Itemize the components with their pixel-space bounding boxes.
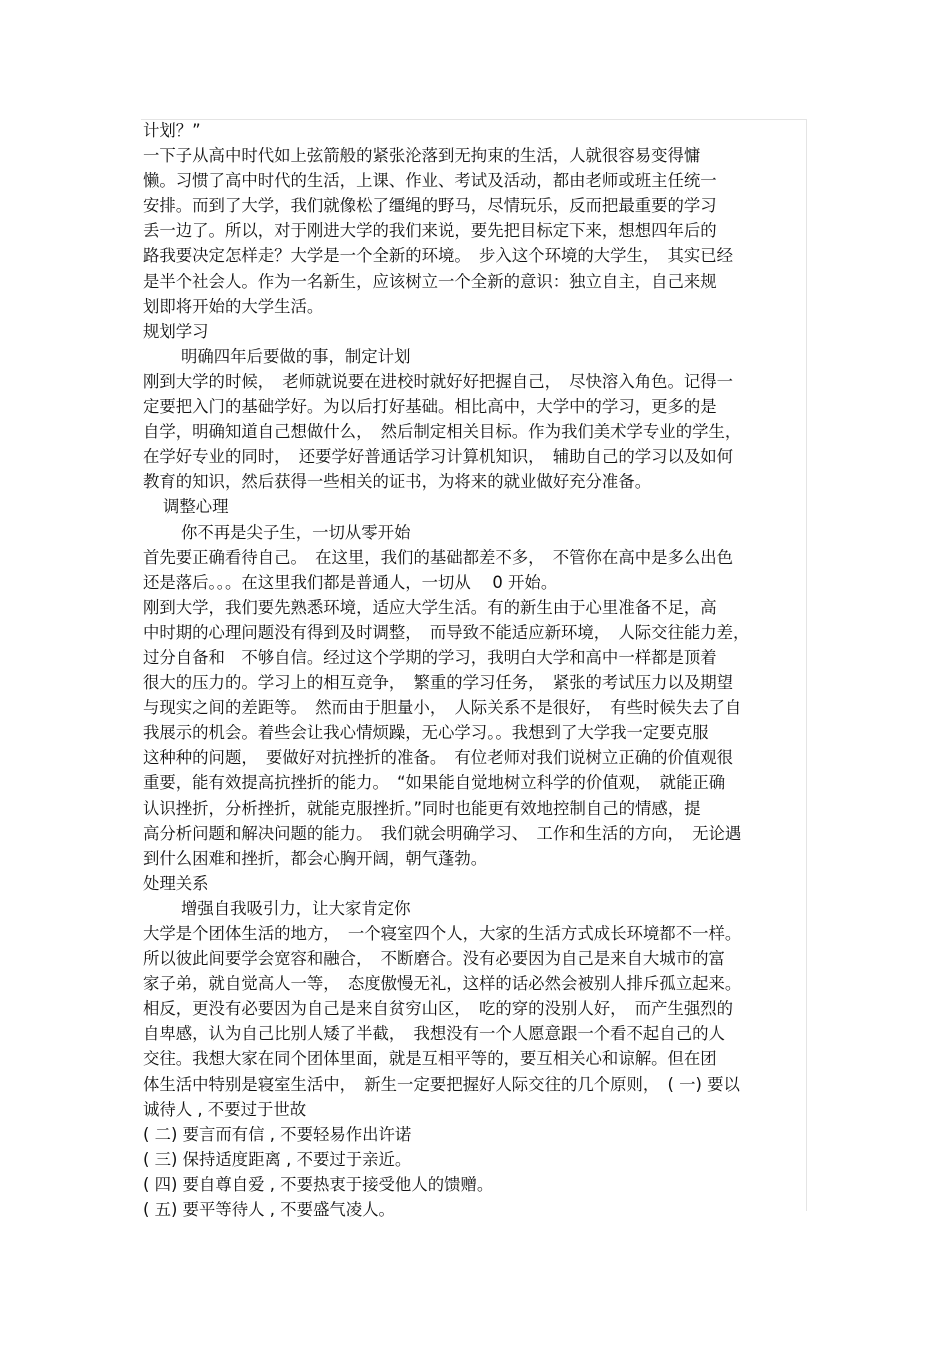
- text-line: 丢一边了。所以，对于刚进大学的我们来说，要先把目标定下来，想想四年后的: [143, 221, 717, 241]
- text-line: 相反，更没有必要因为自己是来自贫穷山区， 吃的穿的没别人好， 而产生强烈的: [143, 999, 734, 1019]
- text-line: 首先要正确看待自己。 在这里，我们的基础都差不多， 不管你在高中是多么出色: [143, 547, 734, 567]
- text-line: 过分自备和 不够自信。经过这个学期的学习，我明白大学和高中一样都是顶着: [143, 647, 717, 667]
- text-line: 交往。我想大家在同个团体里面，就是互相平等的，要互相关心和谅解。但在团: [143, 1049, 717, 1069]
- text-line: 一下子从高中时代如上弦箭般的紧张沦落到无拘束的生活，人就很容易变得慵: [143, 146, 701, 166]
- text-line: 家子弟，就自觉高人一等， 态度傲慢无礼，这样的话必然会被别人排斥孤立起来。: [143, 974, 742, 994]
- text-line: 教育的知识，然后获得一些相关的证书，为将来的就业做好充分准备。: [143, 472, 652, 492]
- text-line: 重要，能有效提高抗挫折的能力。 “如果能自觉地树立科学的价值观， 就能正确: [143, 773, 726, 793]
- text-line: 自卑感，认为自己比别人矮了半截， 我想没有一个人愿意跟一个看不起自己的人: [143, 1024, 725, 1044]
- text-line: 处理关系: [143, 873, 209, 893]
- text-line: 与现实之间的差距等。 然而由于胆量小， 人际关系不是很好， 有些时候失去了自: [143, 698, 742, 718]
- text-line: 自学，明确知道自己想做什么， 然后制定相关目标。作为我们美术学专业的学生，: [143, 422, 742, 442]
- text-line: 刚到大学，我们要先熟悉环境，适应大学生活。有的新生由于心里准备不足，高: [143, 597, 717, 617]
- text-line: 我展示的机会。着些会让我心情烦躁，无心学习。。我想到了大学我一定要克服: [143, 723, 709, 743]
- text-line: ( 三) 保持适度距离 , 不要过于亲近。: [143, 1149, 412, 1169]
- text-line: 体生活中特别是寝室生活中， 新生一定要把握好人际交往的几个原则， ( 一) 要以: [143, 1074, 740, 1094]
- text-line: 大学是个团体生活的地方， 一个寝室四个人，大家的生活方式成长环境都不一样。: [143, 924, 742, 943]
- text-line: 计划？”: [143, 121, 201, 140]
- text-line: ( 四) 要自尊自爱 , 不要热衷于接受他人的馈赠。: [143, 1174, 494, 1194]
- text-line: 调整心理: [163, 497, 229, 517]
- text-line: 高分析问题和解决问题的能力。 我们就会明确学习、 工作和生活的方向， 无论遇: [143, 823, 742, 843]
- text-line: 认识挫折，分析挫折，就能克服挫折。”同时也能更有效地控制自己的情感，提: [143, 798, 701, 818]
- text-line: 划即将开始的大学生活。: [143, 296, 324, 316]
- text-line: 增强自我吸引力，让大家肯定你: [181, 898, 411, 918]
- text-line: 刚到大学的时候， 老师就说要在进校时就好好把握自己， 尽快溶入角色。记得一: [143, 371, 734, 391]
- document-body: [143, 118, 807, 1222]
- text-line: 是半个社会人。作为一名新生，应该树立一个全新的意识：独立自主，自己来规: [143, 271, 717, 291]
- text-line: ( 五) 要平等待人 , 不要盛气凌人。: [143, 1200, 395, 1220]
- text-line: 诚待人 , 不要过于世故: [143, 1099, 307, 1119]
- text-line: 懒。习惯了高中时代的生活，上课、作业、考试及活动，都由老师或班主任统一: [143, 171, 717, 191]
- text-line: 明确四年后要做的事，制定计划: [181, 346, 411, 366]
- text-line: 安排。而到了大学，我们就像松了缰绳的野马，尽情玩乐，反而把最重要的学习: [143, 196, 717, 216]
- text-line: 路我要决定怎样走？大学是一个全新的环境。 步入这个环境的大学生， 其实已经: [143, 246, 734, 266]
- text-line: 规划学习: [143, 321, 209, 341]
- text-line: 很大的压力的。学习上的相互竞争， 繁重的学习任务， 紧张的考试压力以及期望: [143, 673, 734, 693]
- text-line: 到什么困难和挫折，都会心胸开阔，朝气蓬勃。: [143, 848, 488, 868]
- text-line: 定要把入门的基础学好。为以后打好基础。相比高中，大学中的学习，更多的是: [143, 397, 717, 417]
- text-line: 还是落后。。。在这里我们都是普通人，一切从 0 开始。: [143, 572, 558, 592]
- text-line: 所以彼此间要学会宽容和融合， 不断磨合。没有必要因为自己是来自大城市的富: [143, 949, 725, 969]
- text-line: ( 二) 要言而有信 , 不要轻易作出许诺: [143, 1124, 412, 1144]
- text-line: 在学好专业的同时， 还要学好普通话学习计算机知识， 辅助自己的学习以及如何: [143, 447, 734, 467]
- text-line: 你不再是尖子生，一切从零开始: [181, 522, 411, 542]
- text-line: 中时期的心理问题没有得到及时调整， 而导致不能适应新环境， 人际交往能力差，: [143, 622, 750, 642]
- text-line: 这种种的问题， 要做好对抗挫折的准备。 有位老师对我们说树立正确的价值观很: [143, 748, 734, 768]
